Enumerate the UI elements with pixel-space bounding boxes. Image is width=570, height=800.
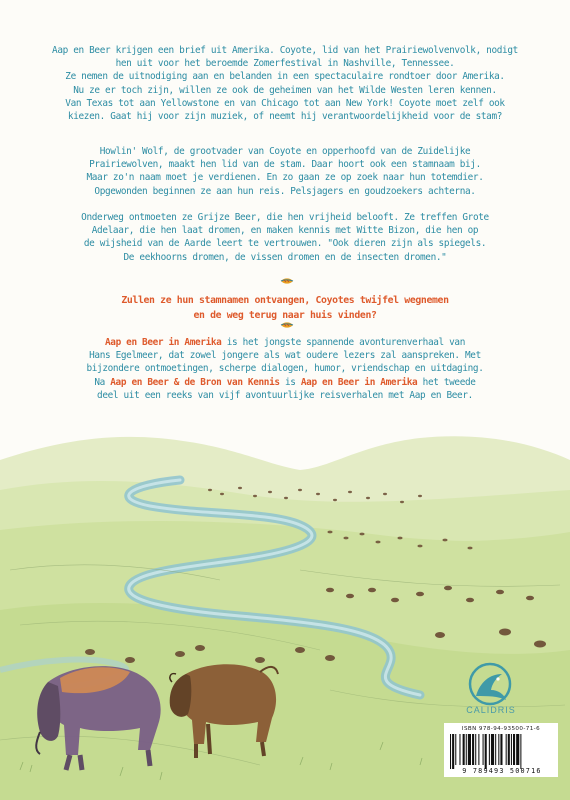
onderweg-line: de wijsheid van de Aarde leert te vertrouwen. "Ook dieren zijn als spiegels. bbox=[83, 238, 487, 250]
intro-line: Nu ze er toch zijn, willen ze ook de geheimen van het Wilde Westen leren kennen. bbox=[73, 84, 497, 96]
isbn-label: ISBN 978-94-93500-71-6 bbox=[461, 726, 541, 732]
howlin-paragraph bbox=[20, 145, 550, 198]
about-line: deel uit een reeks van vijf avontuurlijke reisverhalen met Aap en Beer. bbox=[97, 389, 473, 401]
about-line bbox=[20, 336, 550, 349]
about-text: is bbox=[279, 376, 301, 388]
onderweg-paragraph bbox=[20, 211, 550, 264]
question-line: en de weg terug naar huis vinden? bbox=[193, 309, 377, 321]
about-text: Na bbox=[94, 376, 111, 388]
barcode-bars bbox=[450, 734, 554, 769]
intro-line: Van Texas tot aan Yellowstone en van Chicago tot aan New York! Coyote moet zelf ook bbox=[65, 97, 505, 109]
intro-line: kiezen. Gaat hij voor zijn muziek, of neemt hij verantwoordelijkheid voor de stam? bbox=[67, 111, 503, 123]
about-paragraph bbox=[20, 336, 550, 402]
question-paragraph bbox=[20, 294, 550, 323]
howlin-line: Opgewonden beginnen ze aan hun reis. Pelsjagers en goudzoekers achterna. bbox=[94, 185, 476, 197]
intro-paragraph bbox=[20, 44, 550, 123]
howlin-line: Prairiewolven, maakt hen lid van de stam. Daar hoort ook een stamnaam bij. bbox=[89, 159, 481, 171]
intro-line: Ze nemen de uitnodiging aan en belanden in een spectaculaire rondtoer door Amerika. bbox=[65, 71, 505, 83]
feather-divider-icon bbox=[280, 321, 294, 329]
feather-divider-icon bbox=[280, 277, 294, 285]
barcode-digits: 9 789493 500716 bbox=[462, 767, 542, 775]
intro-line: hen uit voor het beroemde Zomerfestival in Nashville, Tennessee. bbox=[115, 58, 455, 70]
question-line: Zullen ze hun stamnamen ontvangen, Coyotes twijfel wegnemen bbox=[121, 295, 449, 306]
onderweg-line: Onderweg ontmoeten ze Grijze Beer, die hen vrijheid belooft. Ze treffen Grote bbox=[81, 212, 489, 223]
about-text: is het jongste spannende avonturenverhaal van bbox=[221, 337, 466, 348]
book-title: Aap en Beer & de Bron van Kennis bbox=[110, 376, 280, 388]
intro-line: Aap en Beer krijgen een brief uit Amerika. Coyote, lid van het Prairiewolvenvolk, nodigt bbox=[52, 45, 518, 56]
about-line: Hans Egelmeer, dat zowel jongere als wat oudere lezers zal aanspreken. Met bbox=[89, 350, 481, 362]
book-title: Aap en Beer in Amerika bbox=[104, 337, 222, 348]
howlin-line: Maar zo'n naam moet je verdienen. En zo gaan ze op zoek naar hun totemdier. bbox=[86, 172, 484, 184]
howlin-line: Howlin' Wolf, de grootvader van Coyote en opperhoofd van de Zuidelijke bbox=[99, 146, 471, 157]
onderweg-line: De eekhoorns dromen, de vissen dromen en de insecten dromen." bbox=[123, 251, 447, 263]
isbn-barcode bbox=[444, 723, 558, 777]
publisher-name: CALIDRIS bbox=[466, 705, 516, 715]
onderweg-line: Adelaar, die hen laat dromen, en maken kennis met Witte Bizon, die hen op bbox=[91, 225, 479, 237]
about-line bbox=[20, 376, 550, 389]
about-line: bijzondere ontmoetingen, scherpe dialogen, humor, vriendschap en uitdaging. bbox=[86, 363, 484, 375]
book-title: Aap en Beer in Amerika bbox=[300, 376, 418, 388]
about-text: het tweede bbox=[417, 376, 476, 388]
